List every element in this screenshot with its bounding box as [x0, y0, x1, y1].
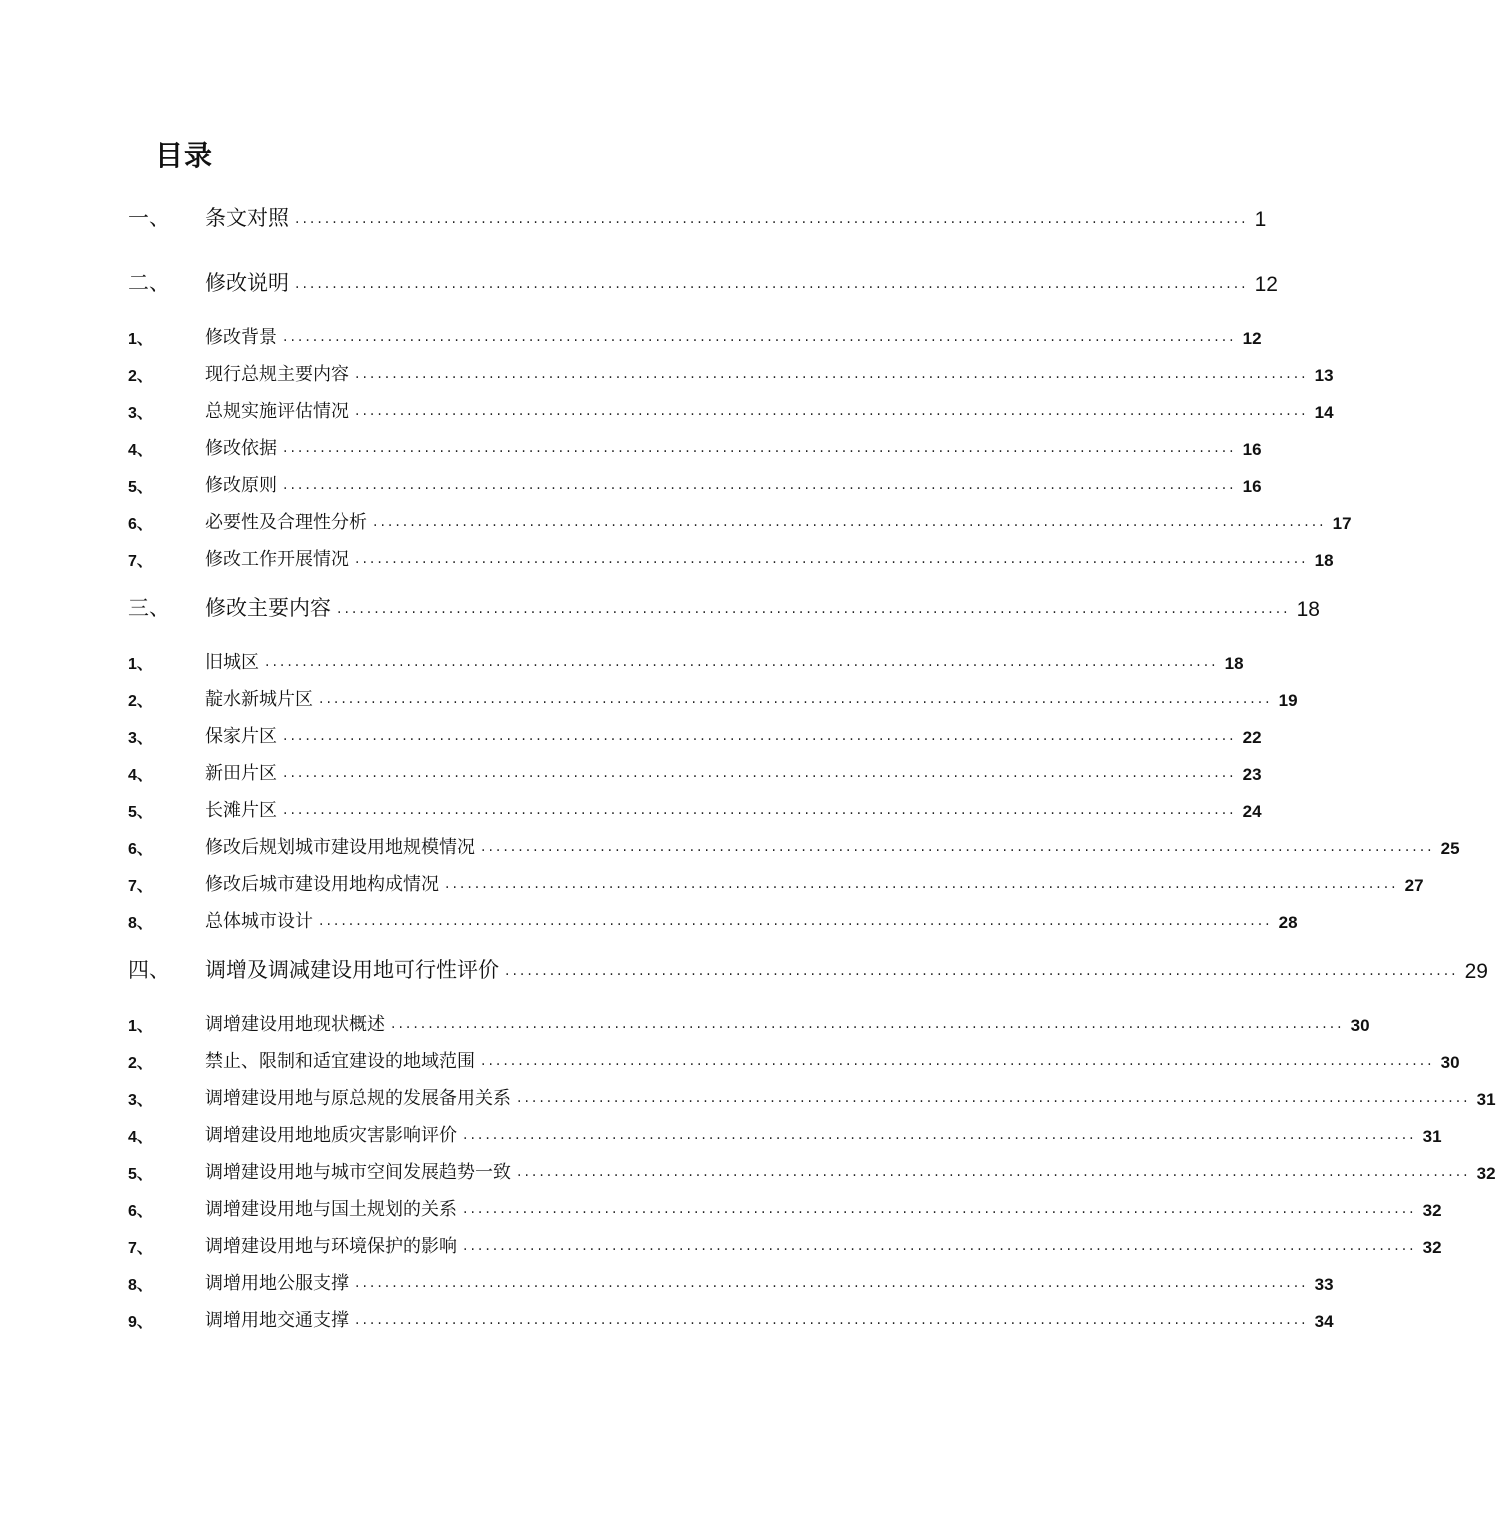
entry-number: 四、: [128, 958, 170, 982]
entry-number: 4、: [128, 767, 153, 784]
entry-page: 19: [1278, 691, 1298, 710]
toc-entry[interactable]: [128, 794, 1262, 822]
entry-label: 调增建设用地与城市空间发展趋势一致: [205, 1162, 511, 1183]
toc-entry[interactable]: [128, 948, 1488, 984]
entry-number: 6、: [128, 516, 153, 533]
dot-leader: ................................................................................................................................: [319, 691, 1273, 707]
entry-number: 7、: [128, 1240, 153, 1257]
entry-number: 6、: [128, 1203, 153, 1220]
entry-page: 18: [1314, 551, 1334, 570]
toc-entry[interactable]: [128, 757, 1262, 785]
dot-leader: ................................................................................................................................: [355, 1312, 1309, 1328]
entry-number: 2、: [128, 693, 153, 710]
entry-number: 9、: [128, 1314, 153, 1331]
toc-entry[interactable]: [128, 469, 1262, 497]
entry-label: 总体城市设计: [205, 911, 313, 932]
entry-number: 3、: [128, 730, 153, 747]
toc-entry[interactable]: [128, 506, 1352, 534]
dot-leader: ................................................................................................................................: [373, 514, 1327, 530]
entry-number: 一、: [128, 206, 170, 230]
dot-leader: ................................................................................................................................: [337, 601, 1291, 617]
entry-label: 总规实施评估情况: [205, 401, 349, 422]
toc-entry[interactable]: [128, 543, 1334, 571]
entry-number: 4、: [128, 442, 153, 459]
entry-label: 调增建设用地与环境保护的影响: [205, 1236, 457, 1257]
entry-number: 2、: [128, 1055, 153, 1072]
entry-number: 8、: [128, 1277, 153, 1294]
toc-entry[interactable]: [128, 646, 1244, 674]
entry-label: 调增建设用地与原总规的发展备用关系: [205, 1088, 511, 1109]
dot-leader: ................................................................................................................................: [481, 839, 1435, 855]
entry-number: 二、: [128, 271, 170, 295]
entry-page: 28: [1278, 913, 1298, 932]
entry-page: 27: [1404, 876, 1424, 895]
dot-leader: ................................................................................................................................: [265, 654, 1219, 670]
dot-leader: ................................................................................................................................: [283, 477, 1237, 493]
toc-entry[interactable]: [128, 1045, 1460, 1073]
entry-page: 22: [1242, 728, 1262, 747]
dot-leader: ................................................................................................................................: [283, 728, 1237, 744]
entry-label: 调增建设用地现状概述: [205, 1014, 385, 1035]
entry-label: 必要性及合理性分析: [205, 512, 367, 533]
entry-number: 7、: [128, 878, 153, 895]
entry-number: 2、: [128, 368, 153, 385]
entry-page: 33: [1314, 1275, 1334, 1294]
dot-leader: ................................................................................................................................: [463, 1238, 1417, 1254]
entry-page: 32: [1476, 1164, 1496, 1183]
entry-page: 12: [1254, 273, 1278, 296]
toc-entry[interactable]: [128, 1267, 1334, 1295]
entry-label: 禁止、限制和适宜建设的地域范围: [205, 1051, 475, 1072]
entry-page: 25: [1440, 839, 1460, 858]
entry-number: 1、: [128, 331, 153, 348]
entry-number: 1、: [128, 1018, 153, 1035]
entry-page: 23: [1242, 765, 1262, 784]
entry-label: 靛水新城片区: [205, 689, 313, 710]
dot-leader: ................................................................................................................................: [283, 802, 1237, 818]
dot-leader: ................................................................................................................................: [283, 329, 1237, 345]
entry-label: 修改后规划城市建设用地规模情况: [205, 837, 475, 858]
dot-leader: ................................................................................................................................: [517, 1164, 1471, 1180]
entry-number: 5、: [128, 1166, 153, 1183]
entry-label: 修改原则: [205, 475, 277, 496]
toc-entry[interactable]: [128, 905, 1298, 933]
entry-label: 条文对照: [205, 206, 289, 230]
toc-entry[interactable]: [128, 1156, 1496, 1184]
entry-page: 29: [1464, 960, 1488, 983]
toc-entry[interactable]: [128, 1230, 1442, 1258]
toc-entry[interactable]: [128, 358, 1334, 386]
dot-leader: ................................................................................................................................: [283, 440, 1237, 456]
dot-leader: ................................................................................................................................: [481, 1053, 1435, 1069]
entry-page: 31: [1476, 1090, 1496, 1109]
entry-page: 32: [1422, 1238, 1442, 1257]
entry-number: 三、: [128, 596, 170, 620]
entry-number: 6、: [128, 841, 153, 858]
dot-leader: ................................................................................................................................: [505, 963, 1459, 979]
entry-number: 8、: [128, 915, 153, 932]
dot-leader: ................................................................................................................................: [391, 1016, 1345, 1032]
dot-leader: ................................................................................................................................: [355, 551, 1309, 567]
entry-label: 调增建设用地与国土规划的关系: [205, 1199, 457, 1220]
entry-label: 修改主要内容: [205, 596, 331, 620]
dot-leader: ................................................................................................................................: [463, 1127, 1417, 1143]
entry-label: 长滩片区: [205, 800, 277, 821]
dot-leader: ................................................................................................................................: [283, 765, 1237, 781]
entry-number: 4、: [128, 1129, 153, 1146]
dot-leader: ................................................................................................................................: [355, 1275, 1309, 1291]
entry-page: 16: [1242, 440, 1262, 459]
entry-page: 14: [1314, 403, 1334, 422]
entry-label: 现行总规主要内容: [205, 364, 349, 385]
entry-page: 18: [1224, 654, 1244, 673]
toc-entry[interactable]: [128, 321, 1262, 349]
toc-entry[interactable]: [128, 432, 1262, 460]
entry-page: 17: [1332, 514, 1352, 533]
dot-leader: ................................................................................................................................: [355, 366, 1309, 382]
entry-number: 3、: [128, 405, 153, 422]
dot-leader: ................................................................................................................................: [295, 211, 1249, 227]
entry-number: 7、: [128, 553, 153, 570]
entry-number: 5、: [128, 479, 153, 496]
entry-label: 调增及调减建设用地可行性评价: [205, 958, 499, 982]
toc-entry[interactable]: [128, 395, 1334, 423]
entry-page: 30: [1440, 1053, 1460, 1072]
entry-number: 3、: [128, 1092, 153, 1109]
entry-number: 5、: [128, 804, 153, 821]
toc-entry[interactable]: [128, 1193, 1442, 1221]
entry-label: 修改背景: [205, 327, 277, 348]
entry-page: 16: [1242, 477, 1262, 496]
toc-entry[interactable]: [128, 868, 1424, 896]
entry-label: 修改工作开展情况: [205, 549, 349, 570]
toc-entry[interactable]: [128, 196, 1267, 232]
toc-entry[interactable]: [128, 1008, 1370, 1036]
entry-label: 修改依据: [205, 438, 277, 459]
toc-entry[interactable]: [128, 1119, 1442, 1147]
entry-page: 24: [1242, 802, 1262, 821]
entry-page: 12: [1242, 329, 1262, 348]
entry-page: 1: [1254, 208, 1267, 231]
entry-page: 30: [1350, 1016, 1370, 1035]
dot-leader: ................................................................................................................................: [355, 403, 1309, 419]
entry-page: 32: [1422, 1201, 1442, 1220]
toc-entry[interactable]: [128, 586, 1320, 622]
toc-title: 目录: [155, 139, 214, 172]
entry-label: 调增用地公服支撑: [205, 1273, 349, 1294]
entry-page: 13: [1314, 366, 1334, 385]
entry-label: 修改说明: [205, 271, 289, 295]
entry-number: 1、: [128, 656, 153, 673]
toc-entry[interactable]: [128, 720, 1262, 748]
dot-leader: ................................................................................................................................: [517, 1090, 1471, 1106]
dot-leader: ................................................................................................................................: [319, 913, 1273, 929]
entry-page: 18: [1296, 598, 1320, 621]
dot-leader: ................................................................................................................................: [463, 1201, 1417, 1217]
dot-leader: ................................................................................................................................: [295, 276, 1249, 292]
toc-entry[interactable]: [128, 1082, 1496, 1110]
toc-entry[interactable]: [128, 683, 1298, 711]
entry-label: 修改后城市建设用地构成情况: [205, 874, 439, 895]
entry-label: 调增用地交通支撑: [205, 1310, 349, 1331]
entry-label: 保家片区: [205, 726, 277, 747]
toc-entry[interactable]: [128, 831, 1460, 859]
entry-page: 34: [1314, 1312, 1334, 1331]
toc-entry[interactable]: [128, 261, 1278, 297]
entry-label: 调增建设用地地质灾害影响评价: [205, 1125, 457, 1146]
entry-page: 31: [1422, 1127, 1442, 1146]
entry-label: 新田片区: [205, 763, 277, 784]
dot-leader: ................................................................................................................................: [445, 876, 1399, 892]
toc-entry[interactable]: [128, 1304, 1334, 1332]
entry-label: 旧城区: [205, 652, 259, 673]
